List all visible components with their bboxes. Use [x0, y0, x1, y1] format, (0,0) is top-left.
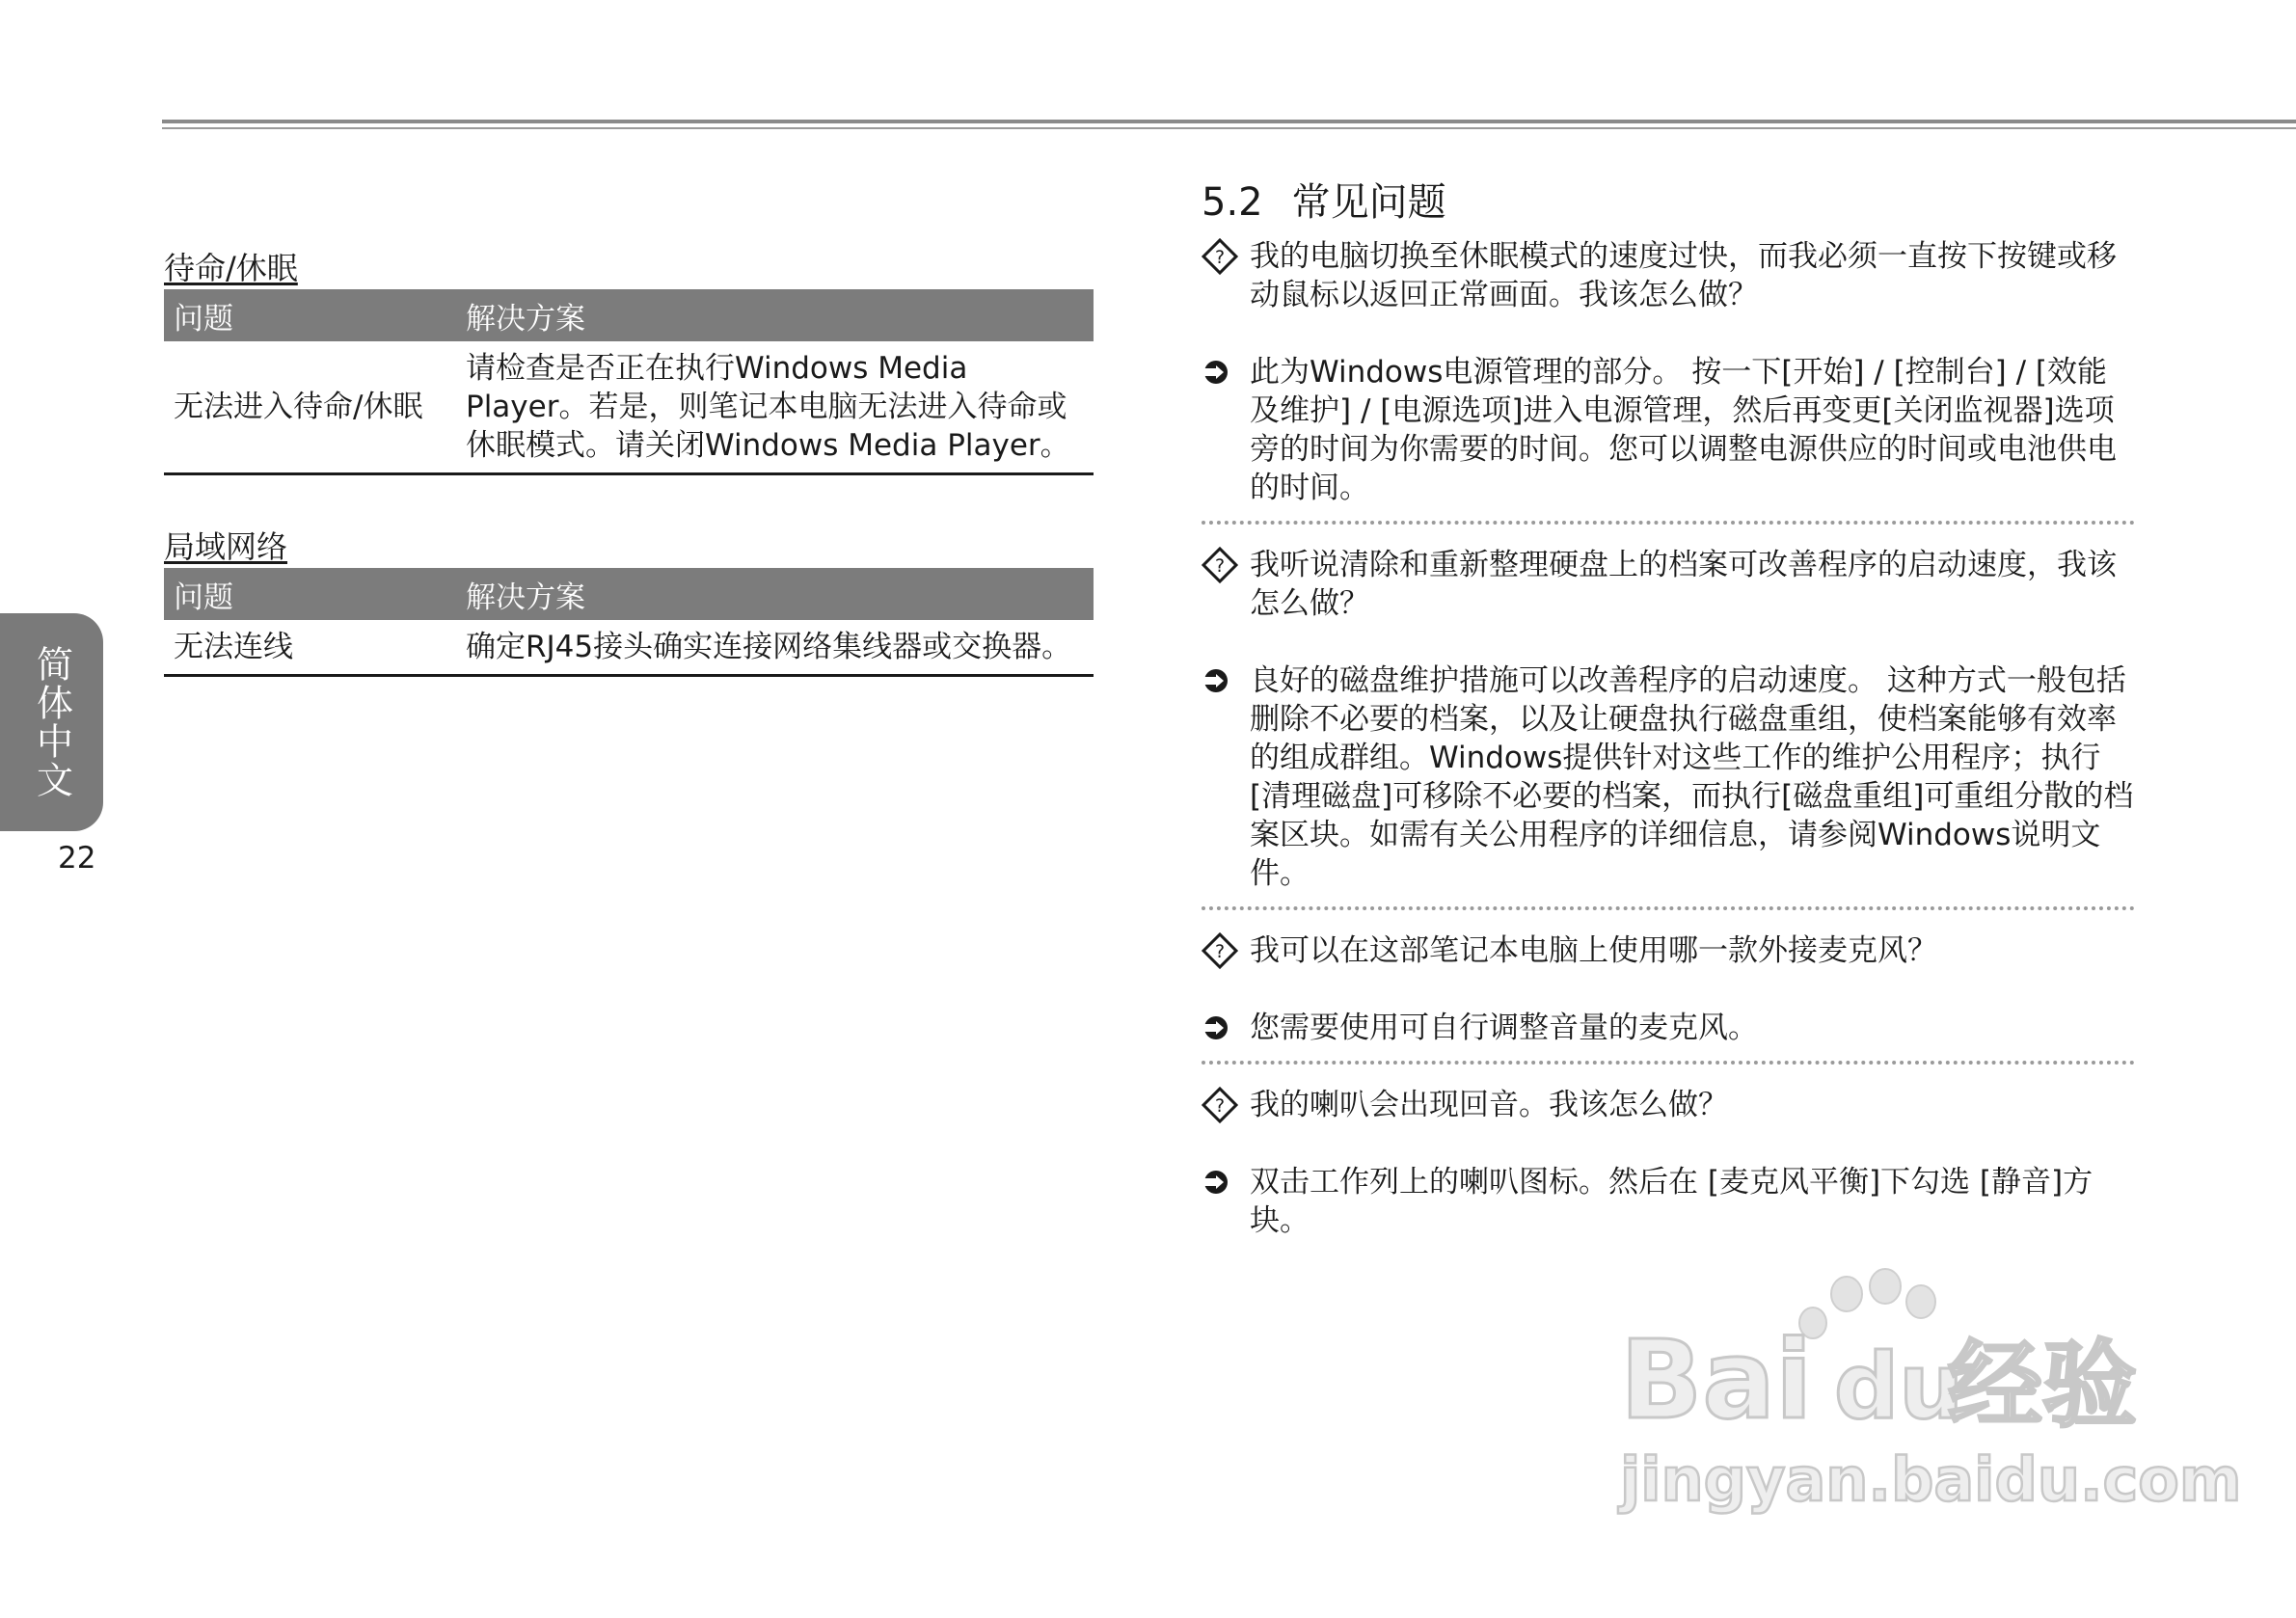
table-header-row: [164, 289, 1094, 341]
faq-answer: [1202, 353, 2135, 507]
column-header-solution: 解决方案: [456, 568, 1094, 620]
troubleshooting-table-standby: [164, 289, 1094, 475]
solution-cell: 确定RJ45接头确实连接网络集线器或交换器。: [456, 620, 1094, 676]
watermark-url: jingyan.baidu.com: [1620, 1444, 2242, 1515]
section-number: 5.2: [1202, 180, 1263, 225]
question-text: 我的电脑切换至休眠模式的速度过快，而我必须一直按下按键或移动鼠标以返回正常画面。我该怎么做？: [1250, 239, 2117, 312]
section-title: 常见问题: [1291, 180, 1446, 225]
baidu-jingyan-watermark: [1620, 1273, 2242, 1524]
header-rule: [162, 120, 2296, 123]
header-rule-thin: [162, 127, 2296, 129]
question-diamond-icon: [1202, 237, 1250, 276]
faq-question: [1202, 931, 2135, 970]
faq-question: [1202, 546, 2135, 623]
watermark-jingyan: 经验: [1948, 1331, 2138, 1441]
arrow-circle-icon: [1202, 353, 1250, 391]
faq-divider: [1202, 1061, 2135, 1065]
problem-cell: 无法连线: [164, 620, 456, 676]
solution-cell: 请检查是否正在执行Windows Media Player。若是，则笔记本电脑无法进入待命或休眠模式。请关闭Windows Media Player。: [456, 341, 1094, 474]
language-tab-label: 简体中文: [30, 645, 73, 799]
column-header-problem: 问题: [164, 289, 456, 341]
faq-divider: [1202, 521, 2135, 525]
column-header-problem: 问题: [164, 568, 456, 620]
language-tab: [0, 613, 103, 831]
answer-text: 此为Windows电源管理的部分。 按一下[开始] / [控制台] / [效能及维护] / [电源选项]进入电源管理，然后再变更[关闭监视器]选项旁的时间为你需要的时间。您可以调整电源供应的时间或电池供电的时间。: [1250, 355, 2117, 505]
table-header-row: [164, 568, 1094, 620]
arrow-circle-icon: [1202, 1009, 1250, 1047]
watermark-brand: Bai: [1620, 1318, 1813, 1443]
page-number: 22: [58, 841, 96, 876]
watermark-brand-du: du: [1834, 1335, 1964, 1440]
table-row: [164, 620, 1094, 676]
column-header-solution: 解决方案: [456, 289, 1094, 341]
answer-text: 您需要使用可自行调整音量的麦克风。: [1250, 1011, 1758, 1045]
faq-answer: [1202, 1009, 2135, 1047]
question-text: 我可以在这部笔记本电脑上使用哪一款外接麦克风？: [1250, 933, 1937, 968]
troubleshooting-column: [164, 247, 1094, 677]
faq-question: [1202, 237, 2135, 314]
faq-section-title: [1202, 174, 2135, 231]
paw-icon: [1799, 1269, 1935, 1338]
question-text: 我听说清除和重新整理硬盘上的档案可改善程序的启动速度，我该怎么做？: [1250, 548, 2117, 621]
svg-text:?: ?: [1214, 941, 1226, 962]
troubleshooting-table-lan: [164, 568, 1094, 677]
answer-text: 双击工作列上的喇叭图标。然后在 [麦克风平衡]下勾选 [静音]方块。: [1250, 1165, 2093, 1238]
table-row: [164, 341, 1094, 474]
faq-answer: [1202, 661, 2135, 893]
faq-divider: [1202, 906, 2135, 910]
question-diamond-icon: [1202, 1086, 1250, 1124]
arrow-circle-icon: [1202, 661, 1250, 700]
faq-question: [1202, 1086, 2135, 1124]
svg-text:?: ?: [1214, 1095, 1226, 1117]
section-heading-standby: 待命/休眠: [164, 250, 298, 286]
question-text: 我的喇叭会出现回音。我该怎么做？: [1250, 1088, 1728, 1122]
problem-cell: 无法进入待命/休眠: [164, 341, 456, 474]
faq-answer: [1202, 1163, 2135, 1240]
question-diamond-icon: [1202, 931, 1250, 970]
answer-text: 良好的磁盘维护措施可以改善程序的启动速度。 这种方式一般包括删除不必要的档案，以及让硬盘执行磁盘重组，使档案能够有效率的组成群组。Windows提供针对这些工作的维护公用程序；执行[清理磁盘]可移除不必要的档案，而执行[磁盘重组]可重组分散的档案区块。如需有关公用程序的详细信息，请参阅Windows说明文件。: [1250, 663, 2134, 891]
faq-column: [1202, 174, 2135, 1240]
question-diamond-icon: [1202, 546, 1250, 584]
svg-text:?: ?: [1214, 247, 1226, 268]
arrow-circle-icon: [1202, 1163, 1250, 1201]
section-heading-lan: 局域网络: [164, 528, 288, 565]
svg-text:?: ?: [1214, 555, 1226, 577]
